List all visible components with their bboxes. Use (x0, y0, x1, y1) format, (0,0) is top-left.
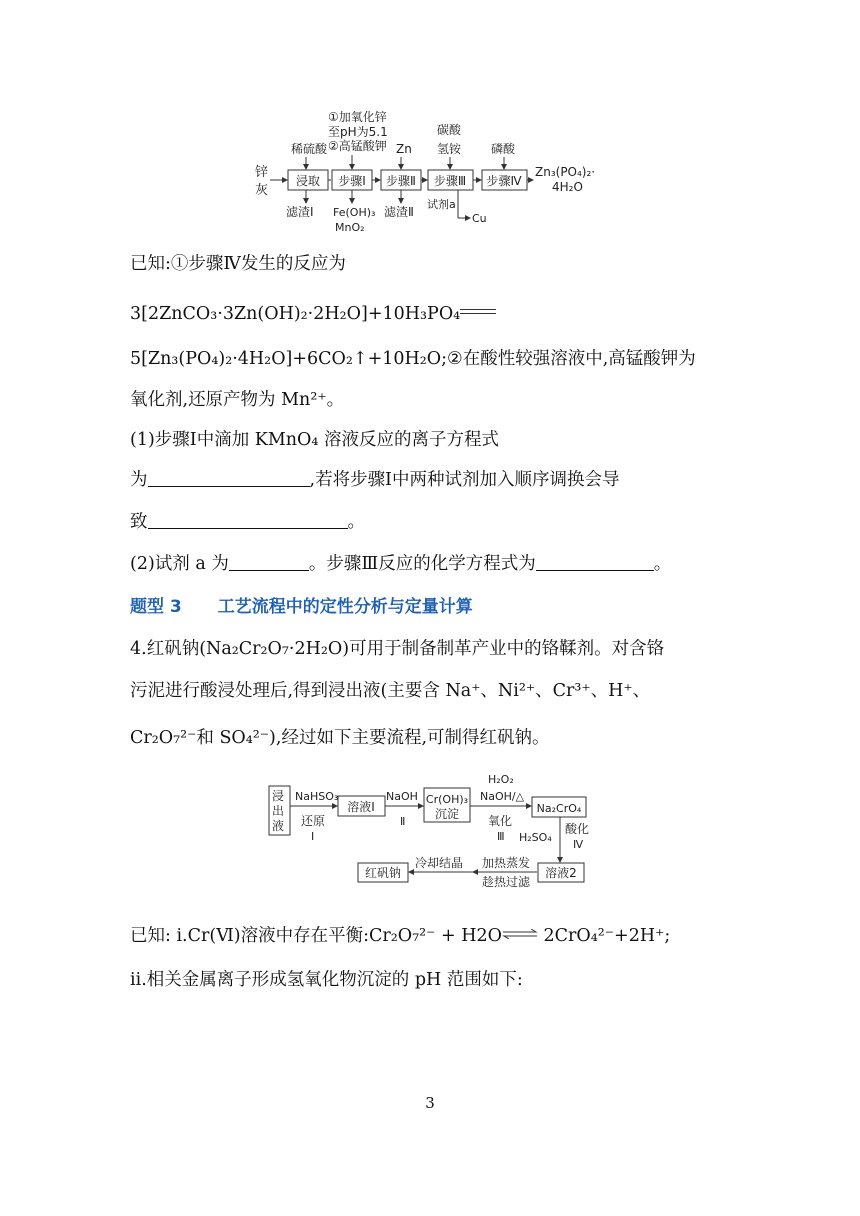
flow1-box-step3: 步骤Ⅲ (433, 174, 467, 188)
flow2-arrow5-top: 加热蒸发 (482, 856, 531, 870)
flow2-arrow4-right1: 酸化 (565, 822, 590, 836)
flow1-start-label-1: 锌 (255, 165, 269, 180)
flow1-bottom-cu: Cu (472, 212, 487, 225)
flow-diagram-1 (0, 0, 860, 250)
flow2-arrow5-bottom: 趁热过滤 (482, 875, 531, 889)
page-number: 3 (425, 1094, 435, 1112)
flow1-box-leach: 浸取 (295, 174, 321, 188)
question2-end: 。 (653, 554, 672, 574)
flow2-box-na2cro4: Na₂CrO₄ (536, 802, 582, 815)
flow2-box-product: 红矾钠 (364, 866, 402, 880)
flow2-arrow1-bottom1: 还原 (301, 814, 326, 828)
flow1-bottom-residue2: 滤渣Ⅱ (384, 205, 414, 219)
question1-line3 (130, 510, 365, 534)
section-label: 题型 3 (130, 597, 182, 617)
problem4-line3: Cr₂O₇²⁻和 SO₄²⁻),经过如下主要流程,可制得红矾钠。 (130, 728, 550, 748)
known2-line1 (130, 924, 670, 948)
flow1-bottom-residue1: 滤渣Ⅰ (286, 205, 314, 219)
flow1-top-zn: Zn (396, 142, 412, 156)
flow1-box-step1: 步骤Ⅰ (338, 174, 366, 188)
flow1-box-step4: 步骤Ⅳ (486, 174, 522, 188)
question2-mid: 。步骤Ⅲ反应的化学方程式为 (308, 554, 536, 574)
section-heading (130, 595, 473, 619)
flow1-top-step1-line2: 至pH为5.1 (328, 125, 388, 139)
flow1-box-step2: 步骤Ⅱ (386, 174, 416, 188)
flow1-bottom-reagent-a: 试剂a (427, 198, 456, 211)
equals-sign (460, 307, 496, 317)
question1-line2-end: ,若将步骤Ⅰ中两种试剂加入顺序调换会导 (309, 470, 620, 490)
known2-equilibrium-right: 2CrO₄²⁻+2H⁺; (543, 926, 671, 946)
problem4-line1: 4.红矾钠(Na₂Cr₂O₇·2H₂O)可用于制备制革产业中的铬鞣剂。对含铬 (130, 639, 665, 659)
known2-line2: ⅱ.相关金属离子形成氢氧化物沉淀的 pH 范围如下: (130, 970, 523, 990)
flow2-arrow3-top1: H₂O₂ (488, 773, 514, 786)
flow-diagram-2 (0, 770, 860, 890)
question1-line2-start: 为 (130, 470, 148, 490)
flow2-arrow4-left: H₂SO₄ (519, 831, 552, 844)
flow2-arrow3-top2: NaOH/△ (480, 790, 525, 803)
flow2-start-1: 浸 (272, 789, 285, 803)
question1-line3-end: 。 (347, 512, 365, 532)
flow2-arrow2-bottom: Ⅱ (400, 815, 406, 828)
known1-title: 已知:①步骤Ⅳ发生的反应为 (130, 254, 346, 274)
flow2-start-2: 出 (272, 804, 285, 818)
question2-start: (2)试剂 a 为 (130, 554, 229, 574)
flow2-arrow3-bottom1: 氧化 (488, 814, 513, 828)
equation1-continuation: 氧化剂,还原产物为 Mn²⁺。 (130, 390, 345, 410)
flow1-bottom-mno2: MnO₂ (335, 221, 365, 234)
flow2-arrow6-top: 冷却结晶 (415, 856, 464, 870)
section-title: 工艺流程中的定性分析与定量计算 (217, 597, 473, 617)
question1-line1: (1)步骤Ⅰ中滴加 KMnO₄ 溶液反应的离子方程式 (130, 430, 499, 450)
equation1-lhs: 3[2ZnCO₃·3Zn(OH)₂·2H₂O]+10H₃PO₄ (130, 304, 461, 324)
equation1-lhs-line (130, 302, 496, 326)
flow2-box-croh3: Cr(OH)₃ (425, 793, 469, 806)
reversible-arrow-icon (502, 929, 538, 939)
flow1-top-step1-line1: ①加氧化锌 (328, 110, 387, 124)
question1-line2 (130, 468, 619, 492)
flow1-product-line2: 4H₂O (552, 180, 583, 194)
flow1-top-step1-line3: ②高锰酸钾 (328, 139, 387, 153)
flow1-top-phosphoric: 磷酸 (491, 142, 516, 156)
answer-blank-1[interactable] (148, 468, 310, 487)
answer-blank-4[interactable] (536, 552, 654, 571)
answer-blank-3[interactable] (229, 552, 309, 571)
flow1-bottom-feoh3: Fe(OH)₃ (333, 206, 376, 219)
flow2-start-3: 液 (272, 819, 285, 833)
flow2-arrow4-right2: Ⅳ (573, 838, 584, 851)
flow1-top-ammonium-2: 氢铵 (437, 142, 462, 156)
flow1-start-label-2: 灰 (255, 183, 269, 198)
flow2-box-solution1: 溶液Ⅰ (347, 800, 375, 814)
flow2-arrow1-top: NaHSO₃ (295, 790, 339, 803)
flow2-arrow3-bottom2: Ⅲ (497, 830, 505, 843)
problem4-line2: 污泥进行酸浸处理后,得到浸出液(主要含 Na⁺、Ni²⁺、Cr³⁺、H⁺、 (130, 681, 651, 701)
flow2-arrow2-top: NaOH (386, 790, 418, 803)
question2 (130, 552, 671, 576)
flow2-arrow1-bottom2: Ⅰ (311, 830, 315, 843)
flow1-top-dilute-acid: 稀硫酸 (291, 142, 328, 156)
known2-equilibrium-left: 已知: ⅰ.Cr(Ⅵ)溶液中存在平衡:Cr₂O₇²⁻ + H2O (130, 926, 502, 946)
question1-line3-start: 致 (130, 512, 148, 532)
equation1-rhs: 5[Zn₃(PO₄)₂·4H₂O]+6CO₂↑+10H₂O;②在酸性较强溶液中,高锰酸钾为 (130, 349, 696, 369)
flow2-box-precipitate: 沉淀 (434, 807, 460, 821)
flow1-product-line1: Zn₃(PO₄)₂· (535, 165, 596, 179)
answer-blank-2[interactable] (148, 510, 348, 529)
flow1-top-ammonium-1: 碳酸 (437, 123, 462, 137)
flow2-box-solution2: 溶液2 (545, 866, 577, 880)
